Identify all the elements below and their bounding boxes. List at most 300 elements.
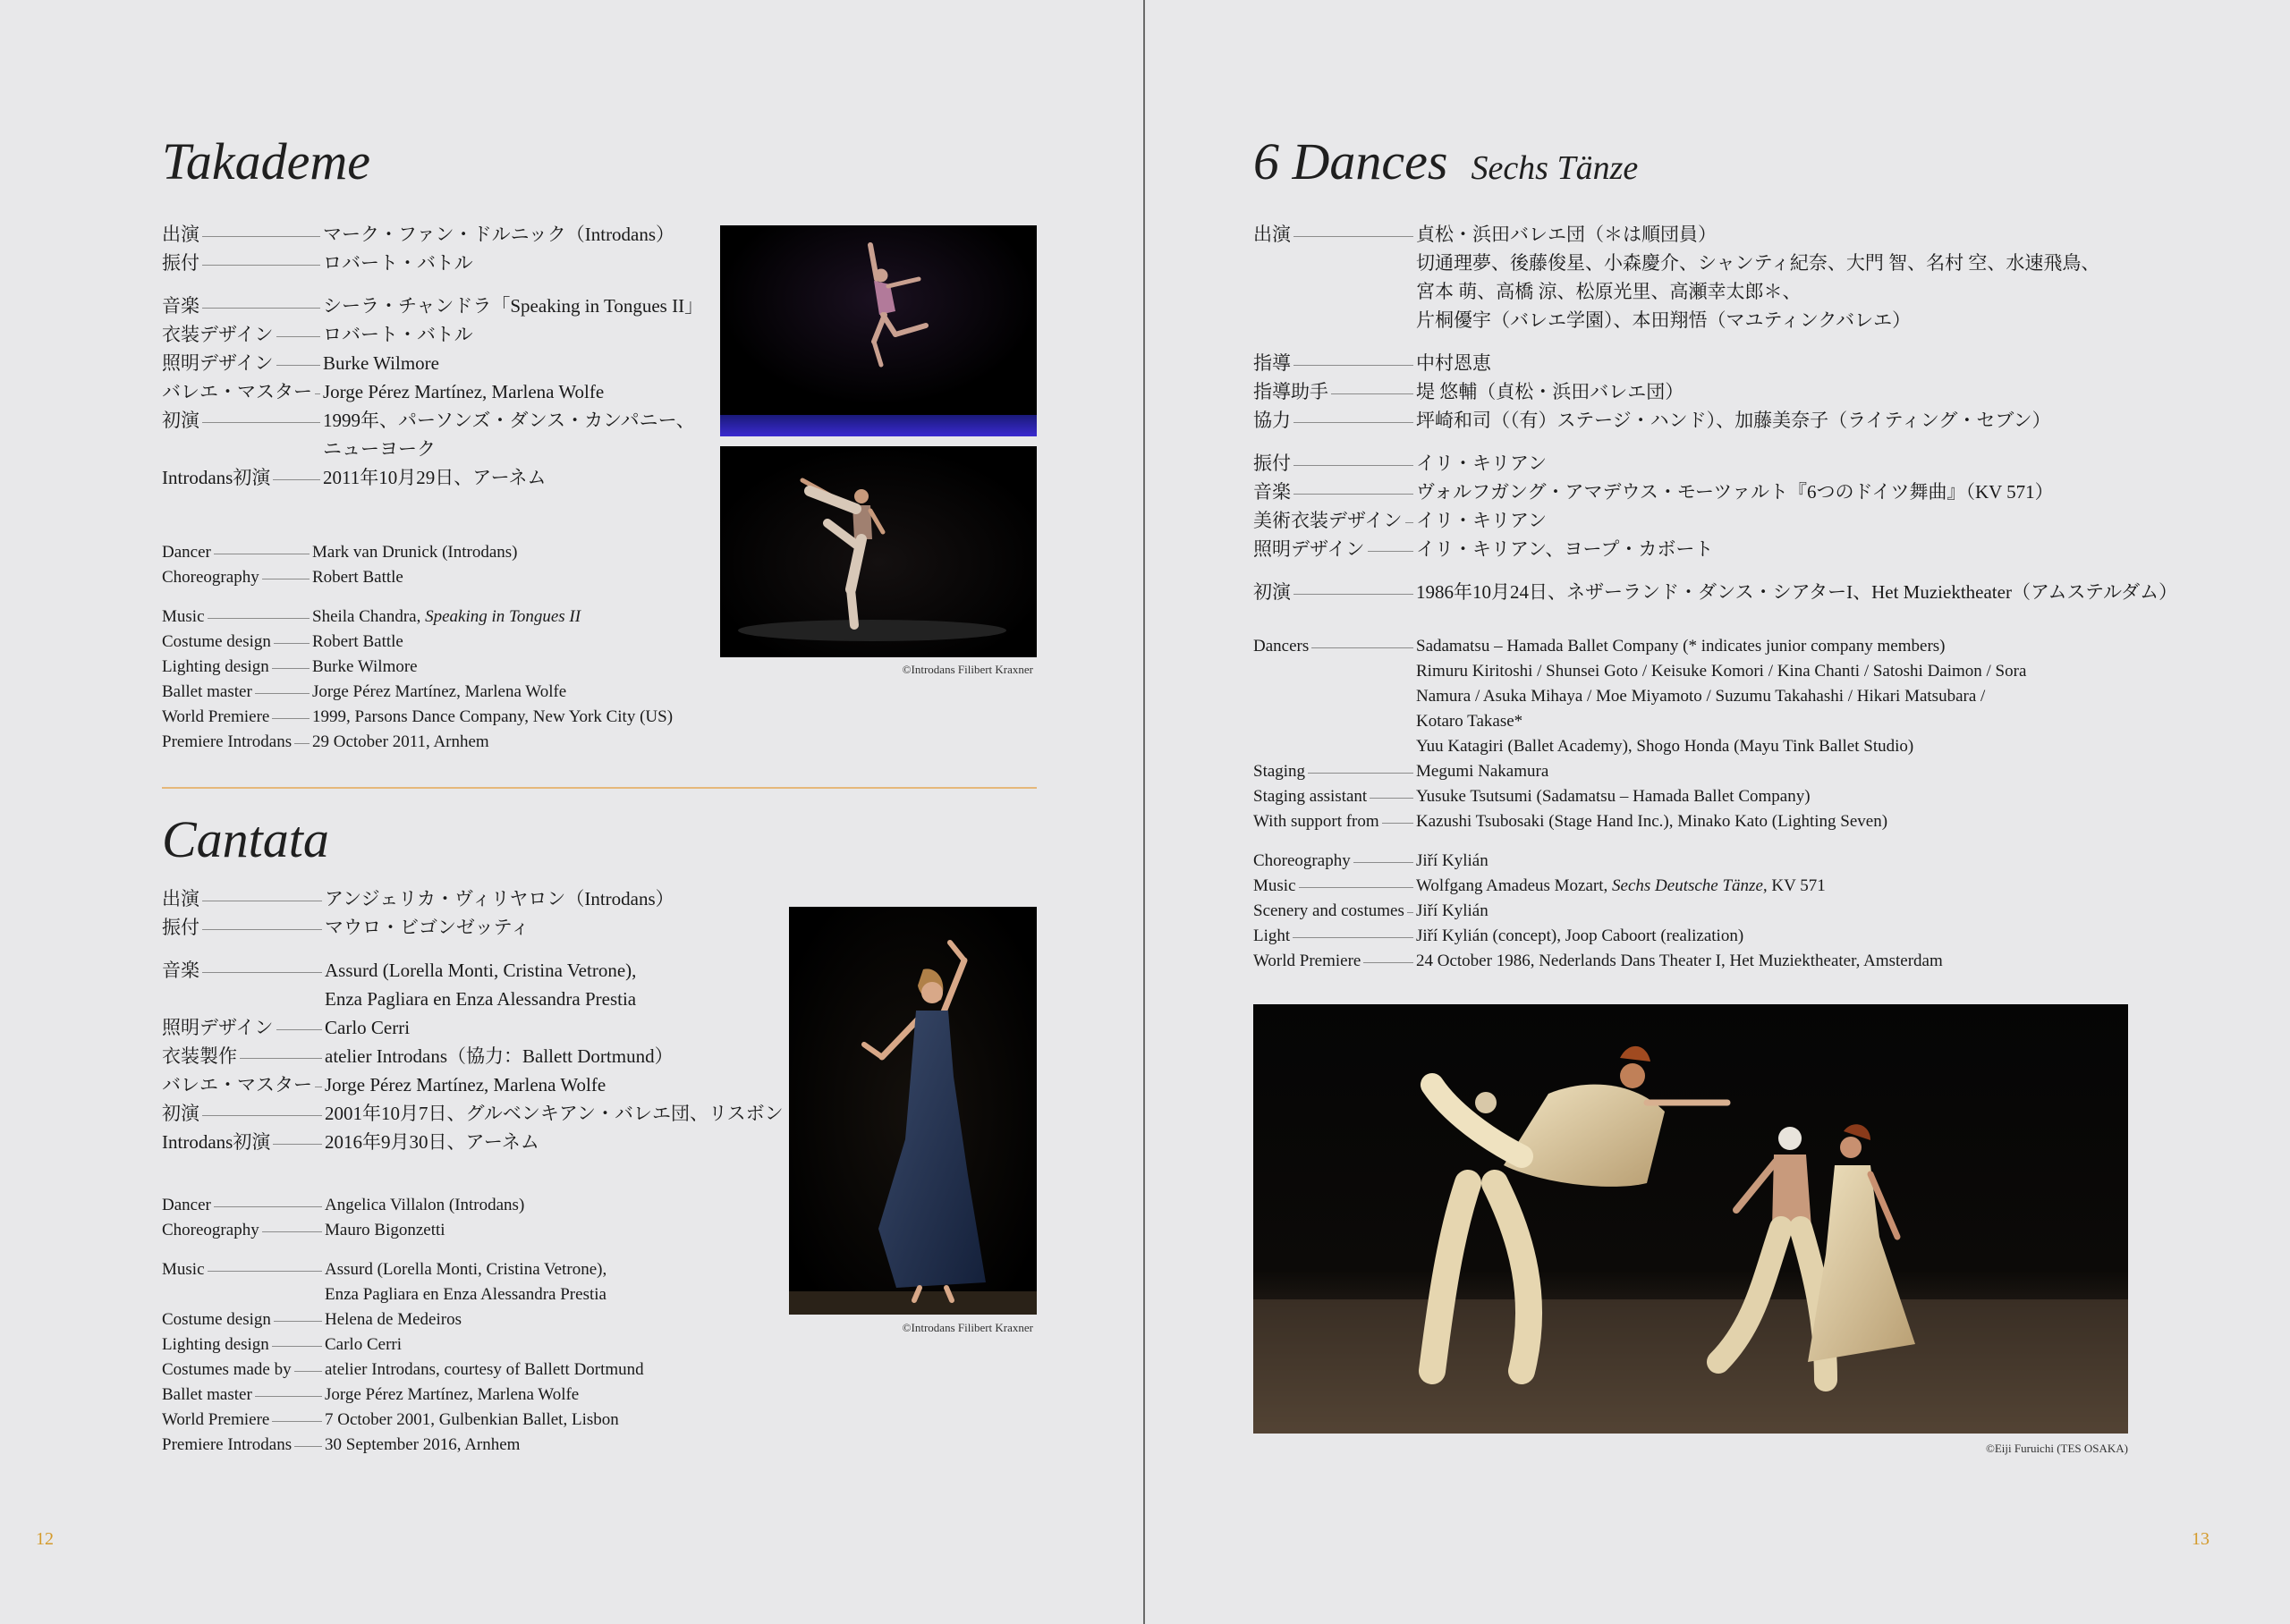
- leader-line: [1382, 823, 1413, 824]
- leader-line: [1331, 393, 1413, 394]
- credit-value: [325, 1074, 606, 1095]
- credit-value-text: Mauro Bigonzetti: [325, 1221, 445, 1239]
- credit-row: [162, 1128, 788, 1156]
- six-dances-credits-en: [1253, 634, 2237, 974]
- credit-label: Introdans初演: [162, 1131, 271, 1153]
- takademe-credits-en: [162, 540, 734, 755]
- credit-value: [1416, 410, 2051, 431]
- leader-line: [273, 1144, 322, 1145]
- credit-value: [1416, 352, 1491, 374]
- credit-value-text: イリ・キリアン、ヨープ・カボート: [1416, 538, 1714, 560]
- credit-row: [162, 220, 699, 249]
- credit-value-text: Sadamatsu – Hamada Ballet Company (* indicates junior company members): [1416, 637, 1946, 656]
- credit-row: [1253, 349, 2237, 377]
- credit-row: [1253, 899, 2237, 924]
- leader-line: [274, 643, 310, 644]
- takademe-photo-credit: ©Introdans Filibert Kraxner: [902, 663, 1033, 676]
- credit-row: [162, 540, 734, 565]
- credit-label: Staging assistant: [1253, 787, 1368, 806]
- credit-label: 美術衣装デザイン: [1253, 510, 1403, 531]
- credit-value: [312, 568, 403, 587]
- leader-line: [1311, 647, 1413, 648]
- credit-value-text: マウロ・ビゴンゼッティ: [325, 917, 530, 938]
- credit-value-text: マーク・ファン・ドルニック（Introdans）: [323, 224, 675, 245]
- leader-line: [202, 308, 320, 309]
- credit-row: [1253, 506, 2237, 535]
- credit-row: [162, 705, 734, 730]
- credit-row: [1253, 634, 2237, 659]
- credit-value-text: atelier Introdans（協力：Ballett Dortmund）: [325, 1045, 674, 1067]
- row-gap: [1253, 435, 2237, 449]
- credit-value-text: 片桐優宇（バレエ学園）、本田翔悟（マユティンクバレエ）: [1416, 309, 1912, 331]
- credit-row: [162, 985, 788, 1013]
- credit-value: [312, 632, 403, 651]
- credit-row: [1253, 535, 2237, 563]
- leader-line: [1293, 494, 1413, 495]
- credit-row: [162, 1408, 788, 1433]
- credit-value-text: 7 October 2001, Gulbenkian Ballet, Lisbon: [325, 1410, 619, 1429]
- credit-label: 音楽: [1253, 481, 1291, 503]
- credit-row: [162, 655, 734, 680]
- leader-line: [273, 479, 320, 480]
- credit-value: [325, 1017, 410, 1038]
- row-gap: [162, 277, 699, 292]
- credit-row: [162, 605, 734, 630]
- leader-line: [255, 693, 310, 694]
- leader-line: [262, 1231, 322, 1232]
- credit-value-text: atelier Introdans, courtesy of Ballett Dortmund: [325, 1360, 644, 1379]
- credit-value-text: Megumi Nakamura: [1416, 762, 1549, 781]
- credit-value-text: Jiří Kylián: [1416, 851, 1488, 870]
- leader-line: [1293, 422, 1413, 423]
- credit-label: World Premiere: [1253, 952, 1361, 970]
- credit-row: [1253, 377, 2237, 406]
- leader-line: [240, 1058, 322, 1059]
- page-number-left: 12: [36, 1529, 54, 1549]
- credit-value: [325, 1260, 606, 1279]
- credit-value-text: イリ・キリアン: [1416, 510, 1548, 531]
- credit-value-text: Carlo Cerri: [325, 1017, 411, 1038]
- credit-label: 初演: [1253, 581, 1291, 603]
- leader-line: [202, 1115, 322, 1116]
- credit-value-text: Robert Battle: [312, 632, 403, 651]
- credit-row: [162, 680, 734, 705]
- credit-label: Choreography: [1253, 851, 1351, 870]
- leader-line: [202, 972, 322, 973]
- credit-value: [1416, 637, 1946, 656]
- credit-value-text: アンジェリカ・ヴィリヤロン（Introdans）: [325, 888, 674, 909]
- credit-value: [312, 543, 518, 562]
- credit-value-text: Assurd (Lorella Monti, Cristina Vetrone),: [325, 1260, 607, 1279]
- credit-value: [325, 988, 636, 1010]
- credit-value: [312, 682, 566, 701]
- credit-value: [325, 1310, 462, 1329]
- leader-line: [1405, 522, 1413, 523]
- credit-value: [323, 467, 547, 488]
- credit-label: Music: [162, 1260, 205, 1279]
- credit-value-text: Sheila Chandra,: [312, 607, 426, 626]
- credit-label: Lighting design: [162, 1335, 269, 1354]
- credit-label: Light: [1253, 926, 1291, 945]
- credit-value: [1416, 787, 1811, 806]
- leader-line: [208, 618, 310, 619]
- credit-value: [325, 1385, 579, 1404]
- credit-label: Lighting design: [162, 657, 269, 676]
- credit-value-text: Jorge Pérez Martínez, Marlena Wolfe: [312, 682, 567, 701]
- credit-row: [1253, 659, 2237, 684]
- leader-line: [1370, 798, 1413, 799]
- leader-line: [294, 743, 310, 744]
- leader-line: [1293, 236, 1413, 237]
- credit-value-text: 坪崎和司（（有）ステージ・ハンド）、加藤美奈子（ライティング・セブン）: [1416, 410, 2051, 431]
- credit-label: With support from: [1253, 812, 1379, 831]
- credit-value: [1416, 762, 1548, 781]
- credit-row: [1253, 784, 2237, 809]
- credit-row: [162, 1042, 788, 1070]
- credit-value-text: Burke Wilmore: [312, 657, 418, 676]
- leader-line: [214, 1206, 322, 1207]
- row-gap: [162, 590, 734, 605]
- credit-value-text: Namura / Asuka Mihaya / Moe Miyamoto / Suzumu Takahashi / Hikari Matsubara /: [1416, 687, 1986, 706]
- leader-line: [272, 718, 310, 719]
- credit-label: 照明デザイン: [162, 352, 274, 374]
- credit-label: 振付: [162, 917, 199, 938]
- credit-row: [162, 463, 699, 492]
- credit-value: [323, 381, 604, 402]
- credit-value: [1416, 952, 1943, 970]
- credit-value-text: イリ・キリアン: [1416, 453, 1548, 474]
- credit-row: [162, 1013, 788, 1042]
- credit-value: [325, 1221, 445, 1239]
- credit-value: [1416, 901, 1488, 920]
- credit-row: [1253, 478, 2237, 506]
- credit-value-text: 切通理夢、後藤俊星、小森慶介、シャンティ紀奈、大門 智、名村 空、水速飛鳥、: [1416, 252, 2100, 274]
- credit-value: [325, 960, 636, 981]
- row-gap: [1253, 334, 2237, 349]
- credit-value-text: Yuu Katagiri (Ballet Academy), Shogo Honda (Mayu Tink Ballet Studio): [1416, 737, 1914, 756]
- six-dances-subtitle: Sechs Tänze: [1471, 149, 1639, 187]
- credit-row: [162, 1218, 788, 1243]
- leader-line: [1353, 862, 1413, 863]
- credit-value-text: Angelica Villalon (Introdans): [325, 1196, 525, 1214]
- cantata-title: Cantata: [162, 810, 329, 868]
- credit-value-text: ニューヨーク: [323, 438, 436, 460]
- credit-value: [1416, 252, 2099, 274]
- credit-value: [323, 324, 473, 345]
- credit-value: [312, 707, 673, 726]
- credit-value: [312, 607, 581, 626]
- credit-label: Premiere Introdans: [162, 732, 293, 751]
- credit-label: 音楽: [162, 960, 199, 981]
- leader-line: [202, 929, 322, 930]
- credit-value: [1416, 687, 1985, 706]
- row-gap: [162, 942, 788, 956]
- credit-row: [1253, 874, 2237, 899]
- credit-label: 初演: [162, 1103, 199, 1124]
- credit-value-text: ロバート・バトル: [323, 324, 473, 345]
- credit-label: 出演: [1253, 224, 1291, 245]
- credit-value: [1416, 876, 1826, 895]
- credit-row: [162, 565, 734, 590]
- credit-value: [1416, 538, 1713, 560]
- credit-value: [1416, 510, 1547, 531]
- credit-value-text: Carlo Cerri: [325, 1335, 403, 1354]
- credit-value-text: Enza Pagliara en Enza Alessandra Prestia: [325, 988, 637, 1010]
- credit-value-text: シーラ・チャンドラ「Speaking in Tongues II」: [323, 295, 704, 317]
- credit-label: Costume design: [162, 632, 271, 651]
- page-number-right: 13: [2192, 1529, 2209, 1549]
- cantata-credits-en: [162, 1193, 788, 1458]
- credit-label: 衣装製作: [162, 1045, 237, 1067]
- credit-row: [162, 956, 788, 985]
- credit-label: 照明デザイン: [1253, 538, 1365, 560]
- leader-line: [202, 236, 320, 237]
- six-dances-photo: [1253, 1004, 2128, 1434]
- credit-value-text: Assurd (Lorella Monti, Cristina Vetrone),: [325, 960, 637, 981]
- credit-label: Music: [1253, 876, 1296, 895]
- credit-value-text: Kotaro Takase*: [1416, 712, 1523, 731]
- leader-line: [1308, 773, 1413, 774]
- credit-label: 指導: [1253, 352, 1291, 374]
- credit-value-text: Helena de Medeiros: [325, 1310, 462, 1329]
- leader-line: [1293, 937, 1413, 938]
- leader-line: [272, 1421, 322, 1422]
- leader-line: [272, 1346, 322, 1347]
- credit-value-text: Jorge Pérez Martínez, Marlena Wolfe: [325, 1385, 580, 1404]
- credit-value: [325, 917, 530, 938]
- credit-row: [1253, 809, 2237, 834]
- credit-row: [162, 913, 788, 942]
- credit-value: [323, 224, 674, 245]
- credit-value-italic: Speaking in Tongues II: [425, 607, 581, 626]
- credit-row: [1253, 949, 2237, 974]
- credit-value-text: ロバート・バトル: [323, 252, 473, 274]
- credit-value: [325, 1196, 524, 1214]
- credit-label: Scenery and costumes: [1253, 901, 1404, 920]
- credit-value-text: 中村恩恵: [1416, 352, 1491, 374]
- credit-value-text: 29 October 2011, Arnhem: [312, 732, 489, 751]
- credit-row: [162, 884, 788, 913]
- credit-row: [162, 1307, 788, 1332]
- leader-line: [276, 365, 320, 366]
- credit-value: [323, 295, 703, 317]
- credit-value: [325, 1131, 539, 1153]
- credit-label: Premiere Introdans: [162, 1435, 293, 1454]
- credit-value-text: 宮本 萌、高橋 涼、松原光里、高瀬幸太郎＊、: [1416, 281, 1802, 302]
- six-dances-photo-credit: ©Eiji Furuichi (TES OSAKA): [1985, 1442, 2128, 1455]
- credit-row: [1253, 759, 2237, 784]
- credit-label: 衣装デザイン: [162, 324, 274, 345]
- credit-value-after: KV 571: [1767, 876, 1826, 895]
- leader-line: [1368, 551, 1413, 552]
- credit-row: [162, 1332, 788, 1358]
- credit-value: [1416, 309, 1911, 331]
- credit-label: Choreography: [162, 1221, 259, 1239]
- credit-label: Ballet master: [162, 1385, 252, 1404]
- takademe-credits-jp: [162, 220, 704, 492]
- credit-value: [323, 410, 695, 431]
- credit-label: Staging: [1253, 762, 1306, 781]
- credit-value-text: ヴォルフガング・アマデウス・モーツァルト『6つのドイツ舞曲』（KV 571）: [1416, 481, 2054, 503]
- leader-line: [1299, 887, 1414, 888]
- six-dances-credits-jp: [1253, 220, 2237, 606]
- credit-value-text: 貞松・浜田バレエ団（＊は順団員）: [1416, 224, 1717, 245]
- credit-value-text: Jorge Pérez Martínez, Marlena Wolfe: [323, 381, 605, 402]
- credit-row: [1253, 684, 2237, 709]
- credit-value: [1416, 851, 1488, 870]
- credit-value: [325, 1335, 402, 1354]
- credit-label: バレエ・マスター: [162, 381, 312, 402]
- credit-row: [162, 1383, 788, 1408]
- credit-value: [1416, 453, 1547, 474]
- credit-value: [1416, 737, 1913, 756]
- credit-row: [162, 1433, 788, 1458]
- credit-row: [162, 1257, 788, 1282]
- credit-label: World Premiere: [162, 707, 270, 726]
- credit-value-text: 1999年、パーソンズ・ダンス・カンパニー、: [323, 410, 695, 431]
- credit-value-text: 2016年9月30日、アーネム: [325, 1131, 539, 1153]
- credit-row: [162, 349, 699, 377]
- takademe-title: Takademe: [162, 132, 371, 190]
- credit-value-text: Yusuke Tsutsumi (Sadamatsu – Hamada Ballet Company): [1416, 787, 1811, 806]
- credit-value: [325, 1045, 674, 1067]
- credit-value-text: Wolfgang Amadeus Mozart,: [1416, 876, 1613, 895]
- credit-value-italic: Sechs Deutsche Tänze,: [1612, 876, 1768, 895]
- row-gap: [1253, 834, 2237, 849]
- credit-row: [1253, 849, 2237, 874]
- credit-row: [1253, 924, 2237, 949]
- credit-label: バレエ・マスター: [162, 1074, 312, 1095]
- credit-value-text: 堤 悠輔（貞松・浜田バレエ団）: [1416, 381, 1684, 402]
- credit-row: [162, 630, 734, 655]
- credit-value-text: Rimuru Kiritoshi / Shunsei Goto / Keisuke Komori / Kina Chanti / Satoshi Daimon / Sora: [1416, 662, 2027, 681]
- cantata-photo-credit: ©Introdans Filibert Kraxner: [902, 1321, 1033, 1334]
- credit-label: Introdans初演: [162, 467, 271, 488]
- credit-value-text: Jiří Kylián: [1416, 901, 1488, 920]
- leader-line: [272, 668, 310, 669]
- credit-row: [1253, 734, 2237, 759]
- credit-row: [1253, 220, 2237, 249]
- leader-line: [276, 1029, 322, 1030]
- six-dances-title-main: 6 Dances: [1253, 132, 1448, 190]
- credit-value: [325, 1410, 619, 1429]
- credit-label: Music: [162, 607, 205, 626]
- credit-row: [162, 730, 734, 755]
- credit-label: World Premiere: [162, 1410, 270, 1429]
- credit-value: [1416, 224, 1717, 245]
- leader-line: [1293, 594, 1413, 595]
- credit-row: [1253, 306, 2237, 334]
- credit-value: [1416, 926, 1743, 945]
- credit-value-text: Jiří Kylián (concept), Joop Caboort (realization): [1416, 926, 1744, 945]
- six-dances-title: [1253, 132, 1639, 190]
- left-page: [0, 0, 1143, 1624]
- credit-row: [162, 1358, 788, 1383]
- credit-value: [1416, 662, 2026, 681]
- section-divider: [162, 787, 1037, 789]
- leader-line: [1293, 465, 1413, 466]
- credit-value: [1416, 381, 1684, 402]
- credit-label: Choreography: [162, 568, 259, 587]
- credit-label: Ballet master: [162, 682, 252, 701]
- credit-label: Dancer: [162, 543, 211, 562]
- credit-label: Costumes made by: [162, 1360, 292, 1379]
- credit-value-text: Enza Pagliara en Enza Alessandra Prestia: [325, 1285, 606, 1304]
- credit-value: [325, 1435, 520, 1454]
- credit-value-text: 24 October 1986, Nederlands Dans Theater I, Het Muziektheater, Amsterdam: [1416, 952, 1943, 970]
- leader-line: [208, 1271, 323, 1272]
- credit-row: [1253, 449, 2237, 478]
- credit-value: [312, 657, 418, 676]
- credit-row: [1253, 277, 2237, 306]
- credit-value: [325, 1360, 644, 1379]
- credit-row: [162, 1193, 788, 1218]
- credit-value-text: Kazushi Tsubosaki (Stage Hand Inc.), Minako Kato (Lighting Seven): [1416, 812, 1888, 831]
- credit-value-text: 30 September 2016, Arnhem: [325, 1435, 521, 1454]
- leader-line: [315, 393, 320, 394]
- credit-value-text: Jorge Pérez Martínez, Marlena Wolfe: [325, 1074, 606, 1095]
- row-gap: [1253, 563, 2237, 578]
- leader-line: [294, 1446, 322, 1447]
- credit-row: [162, 377, 699, 406]
- credit-label: 音楽: [162, 295, 199, 317]
- credit-label: 出演: [162, 224, 199, 245]
- credit-value: [323, 252, 473, 274]
- credit-label: 初演: [162, 410, 199, 431]
- cantata-photo-dancer: [789, 907, 1037, 1315]
- credit-row: [162, 406, 699, 435]
- credit-row: [1253, 578, 2237, 606]
- credit-label: Dancers: [1253, 637, 1310, 656]
- credit-value-text: Mark van Drunick (Introdans): [312, 543, 518, 562]
- leader-line: [202, 265, 320, 266]
- credit-label: Costume design: [162, 1310, 271, 1329]
- credit-value: [325, 1103, 784, 1124]
- leader-line: [276, 336, 320, 337]
- credit-label: 出演: [162, 888, 199, 909]
- credit-row: [162, 249, 699, 277]
- credit-value: [1416, 712, 1522, 731]
- credit-value: [323, 438, 436, 460]
- right-page: [1145, 0, 2290, 1624]
- credit-label: 協力: [1253, 410, 1291, 431]
- credit-row: [162, 435, 699, 463]
- credit-label: Dancer: [162, 1196, 211, 1214]
- credit-value-text: 2011年10月29日、アーネム: [323, 467, 547, 488]
- takademe-photo-kick: [720, 446, 1037, 657]
- leader-line: [1363, 962, 1413, 963]
- credit-row: [162, 1070, 788, 1099]
- credit-value: [312, 732, 489, 751]
- leader-line: [202, 422, 320, 423]
- leader-line: [1407, 912, 1413, 913]
- credit-value: [325, 888, 674, 909]
- row-gap: [162, 1243, 788, 1257]
- credit-value: [323, 352, 439, 374]
- credit-value: [1416, 581, 2177, 603]
- cantata-credits-jp: [162, 884, 788, 1156]
- credit-row: [1253, 709, 2237, 734]
- credit-row: [162, 1099, 788, 1128]
- credit-row: [1253, 406, 2237, 435]
- leader-line: [255, 1396, 322, 1397]
- credit-row: [1253, 249, 2237, 277]
- leader-line: [274, 1321, 322, 1322]
- credit-row: [162, 320, 699, 349]
- credit-value-text: 1986年10月24日、ネザーランド・ダンス・シアターI、Het Muziektheater（アムステルダム）: [1416, 581, 2178, 603]
- credit-value-text: Burke Wilmore: [323, 352, 439, 374]
- credit-value: [1416, 281, 1802, 302]
